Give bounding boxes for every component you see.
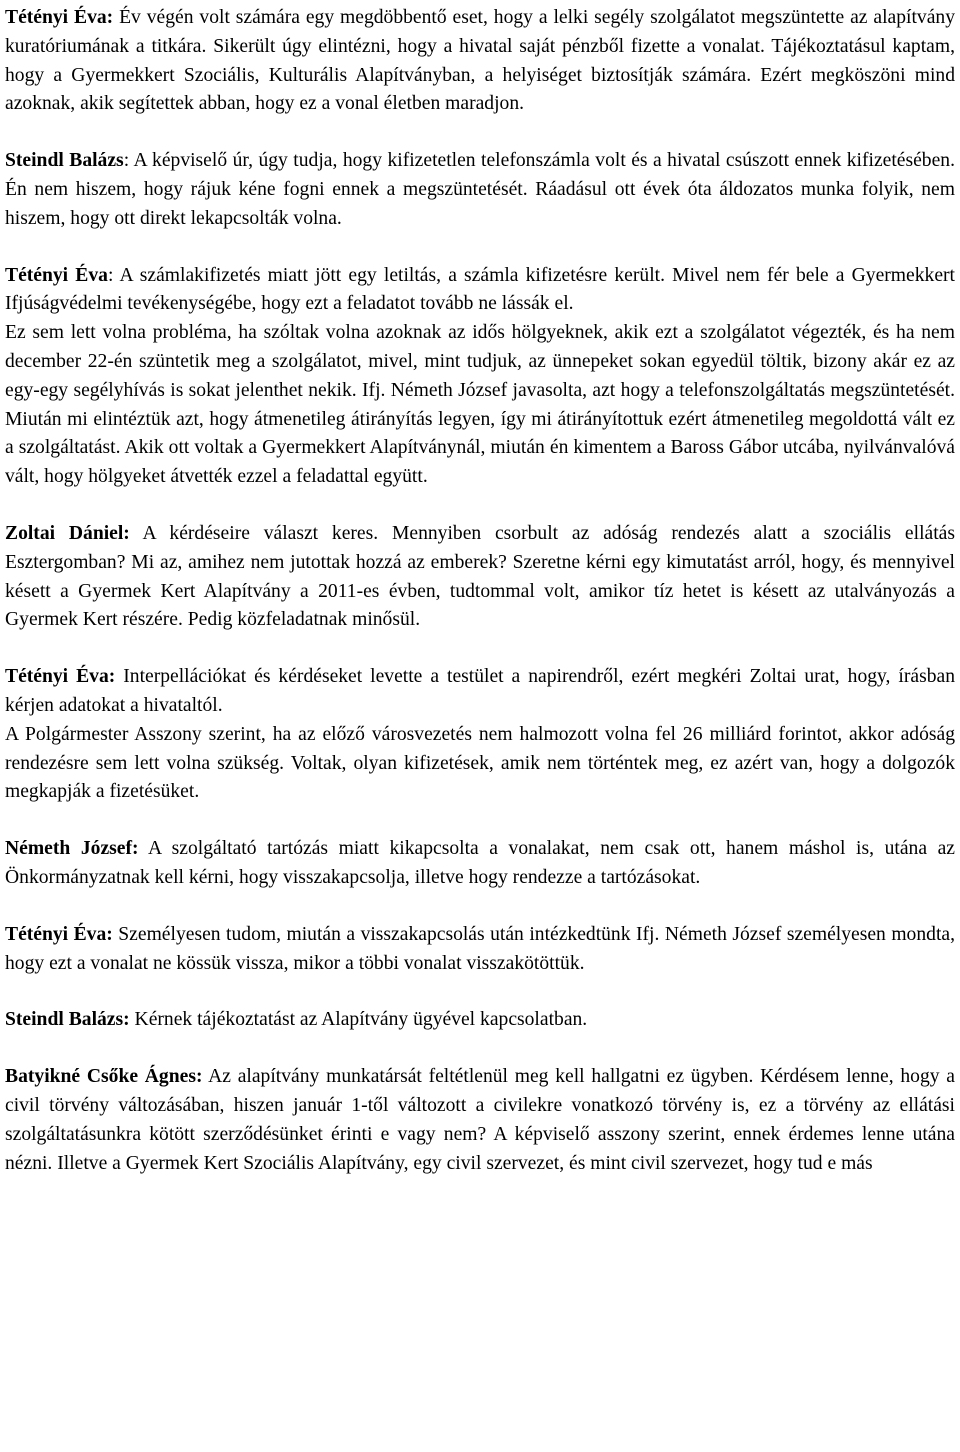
paragraph-steindl-1 [5,147,955,233]
paragraph-nemeth [5,835,955,893]
speaker-name: Steindl Balázs [5,150,124,172]
speaker-name: Németh József: [5,838,139,860]
speaker-name: Steindl Balázs: [5,1009,130,1031]
paragraph-text: A szolgáltató tartózás miatt kikapcsolta a vonalakat, nem csak ott, hanem máshol is, utána az Önkormányzatnak kell kérni, hogy visszakapcsolja, illetve hogy rendezze a tartózásokat. [5,838,955,888]
paragraph-text: Az alapítvány munkatársát feltétlenül meg kell hallgatni ez ügyben. Kérdésem lenne, hogy a civil törvény változásában, hiszen január 1-től változott a civilekre vonatkozó törvény is, ez a törvény az ellátási szolgáltatásunkra kötött szerződésünket érinti e vagy nem? A képviselő asszony szerint, ennek érdemes lenne utána nézni. Illetve a Gyermek Kert Szociális Alapítvány, egy civil szervezet, és mint civil szervezet, hogy tud e más [5,1066,955,1174]
paragraph-tetenyi-4 [5,921,955,979]
document-page [5,4,955,1178]
speaker-name: Tétényi Éva: [5,7,114,28]
paragraph-text: : A számlakifizetés miatt jött egy letiltás, a számla kifizetésre került. Mivel nem fér bele a Gyermekkert Ifjúságvédelmi tevékenységébe, hogy ezt a feladatot tovább ne lássák el. [5,264,955,315]
paragraph-continuation-1 [5,319,955,492]
speaker-name: Zoltai Dániel: [5,522,130,544]
paragraph-text: Év végén volt számára egy megdöbbentő eset, hogy a lelki segély szolgálatot megszüntette az alapítvány kuratóriumának a titkára. Sikerült úgy elintézni, hogy a hivatal saját pénzből fizette a vonalat. Tájékoztatásul kaptam, hogy a Gyermekkert Szociális, Kulturális Alapítványban, a helyiséget biztosítják számára. Ezért megköszöni mind azoknak, akik segítettek abban, hogy ez a vonal életben maradjon. [5,7,955,115]
paragraph-text: Kérnek tájékoztatást az Alapítvány ügyével kapcsolatban. [129,1009,588,1031]
paragraph-continuation-2 [5,721,955,807]
paragraph-text: Személyesen tudom, miután a visszakapcsolás után intézkedtünk Ifj. Németh József személyesen mondta, hogy ezt a vonalat ne kössük vissza, mikor a többi vonalat visszakötöttük. [5,923,955,974]
speaker-name: Batyikné Csőke Ágnes: [5,1066,203,1088]
paragraph-steindl-2 [5,1006,955,1035]
paragraph-tetenyi-2 [5,262,955,320]
speaker-name: Tétényi Éva: [5,923,113,945]
paragraph-text: A kérdéseire választ keres. Mennyiben csorbult az adóság rendezés alatt a szociális ellátás Esztergomban? Mi az, amihez nem jutottak hozzá az emberek? Szeretne kérni egy kimutatást arról, hogy, és mennyivel késett a Gyermek Kert Alapítvány a 2011-es évben, tudtommal volt, amikor tíz hetet is késett az utalványozás a Gyermek Kert részére. Pedig közfeladatnak minősül. [5,522,955,631]
paragraph-text: A Polgármester Asszony szerint, ha az előző városvezetés nem halmozott volna fel 26 milliárd forintot, akkor adóság rendezésre sem lett volna szükség. Voltak, olyan kifizetések, amik nem történtek meg, ez azért van, hogy a dolgozók megkapják a fizetésüket. [5,723,955,803]
paragraph-text: Interpellációkat és kérdéseket levette a testület a napirendről, ezért megkéri Zoltai urat, hogy, írásban kérjen adatokat a hivataltól. [5,666,955,716]
paragraph-text: Ez sem lett volna probléma, ha szóltak volna azoknak az idős hölgyeknek, akik ezt a szolgálatot végezték, és ha nem december 22-én szüntetik meg a szolgálatot, mivel, mint tudjuk, az ünnepeket sokan egyedül töltik, bizony akár ez az egy-egy segélyhívás is sokat jelenthet nekik. Ifj. Németh József javasolta, azt hogy a telefonszolgáltatás megszüntetését. Miután mi elintéztük azt, hogy átmenetileg átirányítás legyen, így mi átirányítottuk ezért átmenetileg megoldottá vált ez a szolgáltatást. Akik ott voltak a Gyermekkert Alapítványnál, miután én kimentem a Baross Gábor utcába, nyilvánvalóvá vált, hogy hölgyeket átvették ezzel a feladattal együtt. [5,322,955,488]
paragraph-tetenyi-3 [5,663,955,721]
paragraph-tetenyi-1 [5,4,955,119]
paragraph-zoltai [5,520,955,635]
paragraph-text: : A képviselő úr, úgy tudja, hogy kifizetetlen telefonszámla volt és a hivatal csúszott ennek kifizetésében. Én nem hiszem, hogy rájuk kéne fogni ennek a megszüntetését. Ráadásul ott évek óta áldozatos munka folyik, nem hiszem, hogy ott direkt lekapcsolták volna. [5,150,955,229]
paragraph-batyikne [5,1063,955,1178]
speaker-name: Tétényi Éva [5,264,108,286]
speaker-name: Tétényi Éva: [5,666,116,688]
